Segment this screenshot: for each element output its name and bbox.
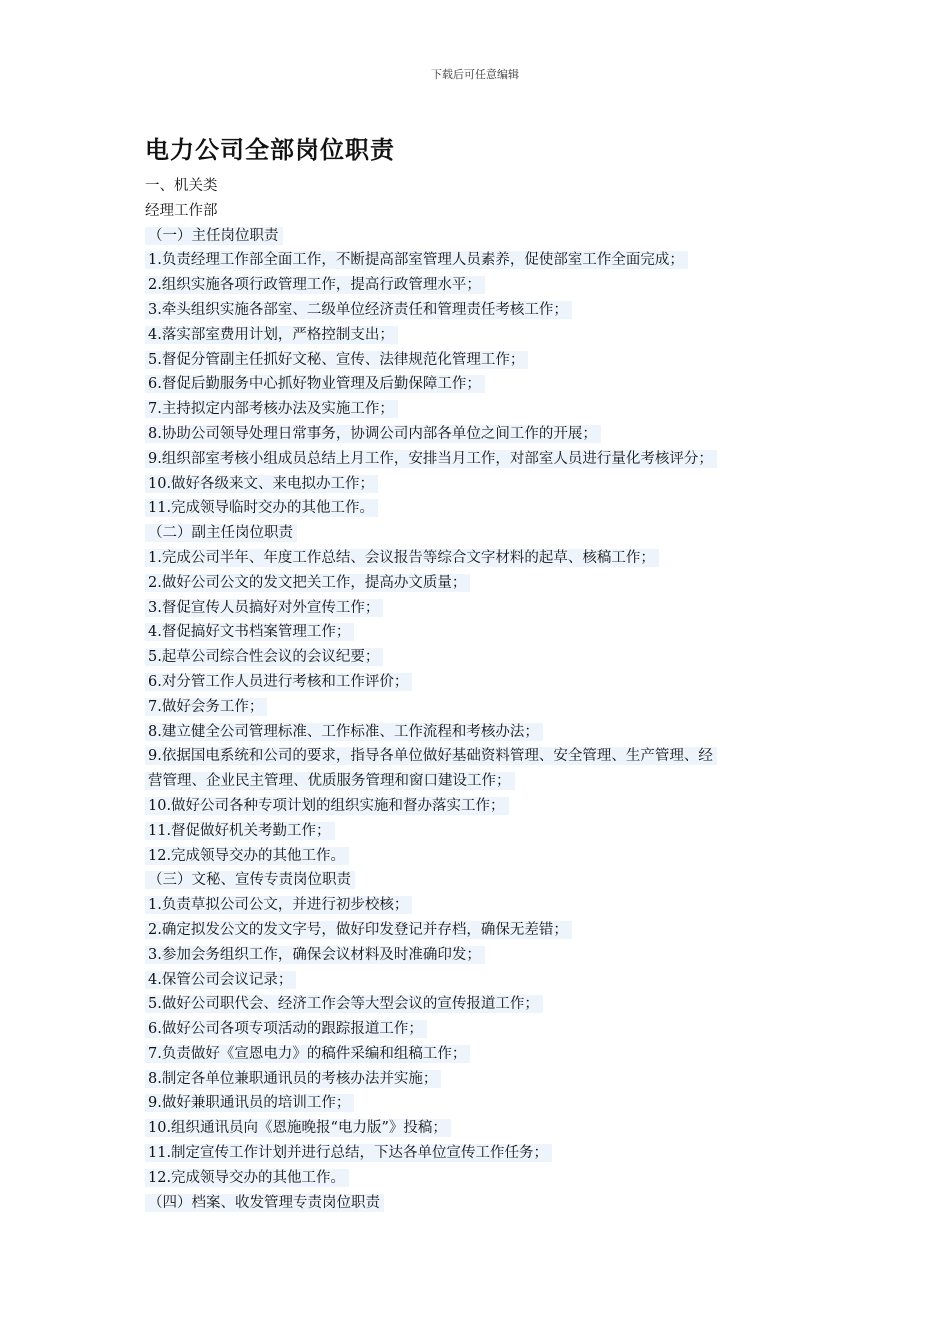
duty-item-text: 7.负责做好《宣恩电力》的稿件采编和组稿工作； <box>145 1045 470 1063</box>
duty-item-text: 2.做好公司公文的发文把关工作，提高办文质量； <box>145 574 470 592</box>
duty-list-item <box>145 1017 825 1042</box>
duty-item-text: 9.依据国电系统和公司的要求，指导各单位做好基础资料管理、安全管理、生产管理、经 <box>145 747 717 765</box>
duty-list-item <box>145 447 825 472</box>
sections-container <box>145 224 825 1216</box>
duty-list-item <box>145 794 825 819</box>
duty-item-text: 8.建立健全公司管理标准、工作标准、工作流程和考核办法； <box>145 723 543 741</box>
duty-item-text: 1.完成公司半年、年度工作总结、会议报告等综合文字材料的起草、核稿工作； <box>145 549 659 567</box>
duty-item-text: 4.督促搞好文书档案管理工作； <box>145 623 354 641</box>
duty-list-item <box>145 323 825 348</box>
duty-item-text: 营管理、企业民主管理、优质服务管理和窗口建设工作； <box>145 772 515 790</box>
duty-list-item <box>145 596 825 621</box>
duty-item-text: 12.完成领导交办的其他工作。 <box>145 847 349 865</box>
section-heading <box>145 521 825 546</box>
duty-item-text: 1.负责经理工作部全面工作，不断提高部室管理人员素养，促使部室工作全面完成； <box>145 251 688 269</box>
duty-item-text: 3.牵头组织实施各部室、二级单位经济责任和管理责任考核工作； <box>145 301 572 319</box>
duty-list-item <box>145 645 825 670</box>
page-header-note: 下载后可任意编辑 <box>431 68 519 81</box>
duty-item-text: 9.组织部室考核小组成员总结上月工作，安排当月工作，对部室人员进行量化考核评分； <box>145 450 717 468</box>
duty-list-item <box>145 273 825 298</box>
duty-item-text: 8.协助公司领导处理日常事务，协调公司内部各单位之间工作的开展； <box>145 425 601 443</box>
duty-item-text: 10.做好各级来文、来电拟办工作； <box>145 475 378 493</box>
duty-list-item <box>145 744 825 769</box>
duty-item-text: 1.负责草拟公司公文，并进行初步校核； <box>145 896 412 914</box>
duty-item-text: 11.完成领导临时交办的其他工作。 <box>145 499 378 517</box>
duty-item-text: 4.落实部室费用计划，严格控制支出； <box>145 326 398 344</box>
duty-list-item <box>145 348 825 373</box>
section-heading-text: （四）档案、收发管理专责岗位职责 <box>145 1194 384 1212</box>
duty-item-text: 3.参加会务组织工作，确保会议材料及时准确印发； <box>145 946 485 964</box>
duty-list-item <box>145 496 825 521</box>
duty-item-text: 10.做好公司各种专项计划的组织实施和督办落实工作； <box>145 797 509 815</box>
duty-list-item <box>145 397 825 422</box>
section-heading <box>145 1191 825 1216</box>
document-title: 电力公司全部岗位职责 <box>145 136 395 164</box>
duty-list-item <box>145 819 825 844</box>
duty-list-item <box>145 298 825 323</box>
section-heading-text: （一）主任岗位职责 <box>145 227 283 245</box>
duty-item-text: 6.督促后勤服务中心抓好物业管理及后勤保障工作； <box>145 375 485 393</box>
duty-list-item <box>145 893 825 918</box>
duty-list-item <box>145 1091 825 1116</box>
section-heading-text: （二）副主任岗位职责 <box>145 524 297 542</box>
section-heading <box>145 224 825 249</box>
duty-list-item <box>145 720 825 745</box>
duty-item-text: 5.起草公司综合性会议的会议纪要； <box>145 648 383 666</box>
duty-item-text: 9.做好兼职通讯员的培训工作； <box>145 1094 354 1112</box>
duty-list-item <box>145 546 825 571</box>
duty-item-text: 2.确定拟发公文的发文字号，做好印发登记并存档，确保无差错； <box>145 921 572 939</box>
category-heading: 一、机关类 <box>145 178 218 194</box>
duty-item-text: 11.制定宣传工作计划并进行总结，下达各单位宣传工作任务； <box>145 1144 552 1162</box>
duty-item-text: 7.做好会务工作； <box>145 698 267 716</box>
duty-list-item <box>145 943 825 968</box>
duty-list-item <box>145 248 825 273</box>
duty-list-item <box>145 472 825 497</box>
duty-list-item <box>145 571 825 596</box>
duty-item-text: 4.保管公司会议记录； <box>145 971 296 989</box>
duty-list-item <box>145 844 825 869</box>
duty-list-item <box>145 1067 825 1092</box>
duty-item-text: 7.主持拟定内部考核办法及实施工作； <box>145 400 398 418</box>
duty-list-item <box>145 918 825 943</box>
duty-item-text: 12.完成领导交办的其他工作。 <box>145 1169 349 1187</box>
duty-item-text: 8.制定各单位兼职通讯员的考核办法并实施； <box>145 1070 441 1088</box>
duty-item-text: 6.做好公司各项专项活动的跟踪报道工作； <box>145 1020 427 1038</box>
duty-list-item <box>145 1116 825 1141</box>
section-heading-text: （三）文秘、宣传专责岗位职责 <box>145 871 355 889</box>
section-heading <box>145 868 825 893</box>
document-body <box>145 132 825 1215</box>
duty-list-item <box>145 620 825 645</box>
duty-list-item <box>145 695 825 720</box>
duty-item-text: 6.对分管工作人员进行考核和工作评价； <box>145 673 412 691</box>
duty-item-text: 5.做好公司职代会、经济工作会等大型会议的宣传报道工作； <box>145 995 543 1013</box>
duty-list-item <box>145 1141 825 1166</box>
duty-item-text: 5.督促分管副主任抓好文秘、宣传、法律规范化管理工作； <box>145 351 528 369</box>
duty-item-text: 2.组织实施各项行政管理工作，提高行政管理水平； <box>145 276 485 294</box>
duty-list-item <box>145 992 825 1017</box>
duty-list-item <box>145 1042 825 1067</box>
duty-list-item <box>145 1166 825 1191</box>
duty-item-text: 3.督促宣传人员搞好对外宣传工作； <box>145 599 383 617</box>
duty-item-text: 11.督促做好机关考勤工作； <box>145 822 335 840</box>
duty-list-item <box>145 968 825 993</box>
department-heading: 经理工作部 <box>145 202 218 219</box>
duty-list-item <box>145 422 825 447</box>
duty-item-text: 10.组织通讯员向《恩施晚报“电力版”》投稿； <box>145 1119 451 1137</box>
duty-list-item <box>145 372 825 397</box>
duty-list-item <box>145 769 825 794</box>
duty-list-item <box>145 670 825 695</box>
